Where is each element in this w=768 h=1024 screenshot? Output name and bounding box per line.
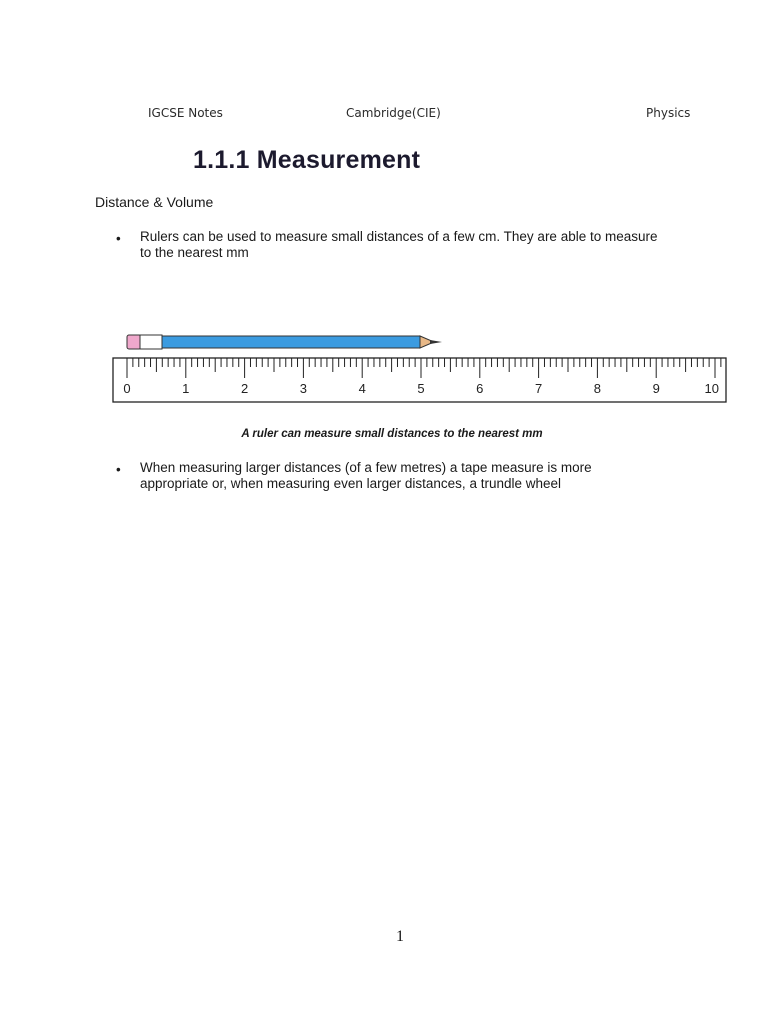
section-heading: Distance & Volume [95,194,214,210]
ruler-number: 1 [182,381,190,396]
bullet-text-tape-measure: When measuring larger distances (of a few metres) a tape measure is more appropriate or, when measuring even larger distances, a trundle wheel [140,460,592,491]
ruler-number: 0 [123,381,131,396]
ruler-number: 6 [476,381,484,396]
header-right: Physics [646,106,691,120]
ruler-number: 7 [534,381,543,396]
pencil-ferrule [140,335,162,349]
pencil-body [162,336,420,348]
bullet-marker: • [116,231,121,246]
ruler-illustration [113,358,726,402]
pencil-eraser [127,335,141,349]
ruler-number: 2 [240,381,249,396]
figure-caption: A ruler can measure small distances to the nearest mm [241,428,543,440]
page-title: 1.1.1 Measurement [193,146,421,174]
bullet-text-rulers: Rulers can be used to measure small distances of a few cm. They are able to measure to the nearest mm [140,229,658,260]
ruler-number: 10 [704,381,719,396]
ruler-number: 4 [358,381,366,396]
header-center: Cambridge(CIE) [346,106,441,120]
pencil-tip-lead [430,340,442,344]
header-left: IGCSE Notes [148,106,223,120]
page-number: 1 [396,928,404,945]
bullet-marker: • [116,462,121,477]
ruler-number: 5 [417,381,425,396]
ruler-pencil-figure [110,326,730,406]
pencil-illustration [127,335,442,349]
ruler-number: 3 [299,381,308,396]
ruler-number: 9 [652,381,660,396]
ruler-number: 8 [593,381,602,396]
